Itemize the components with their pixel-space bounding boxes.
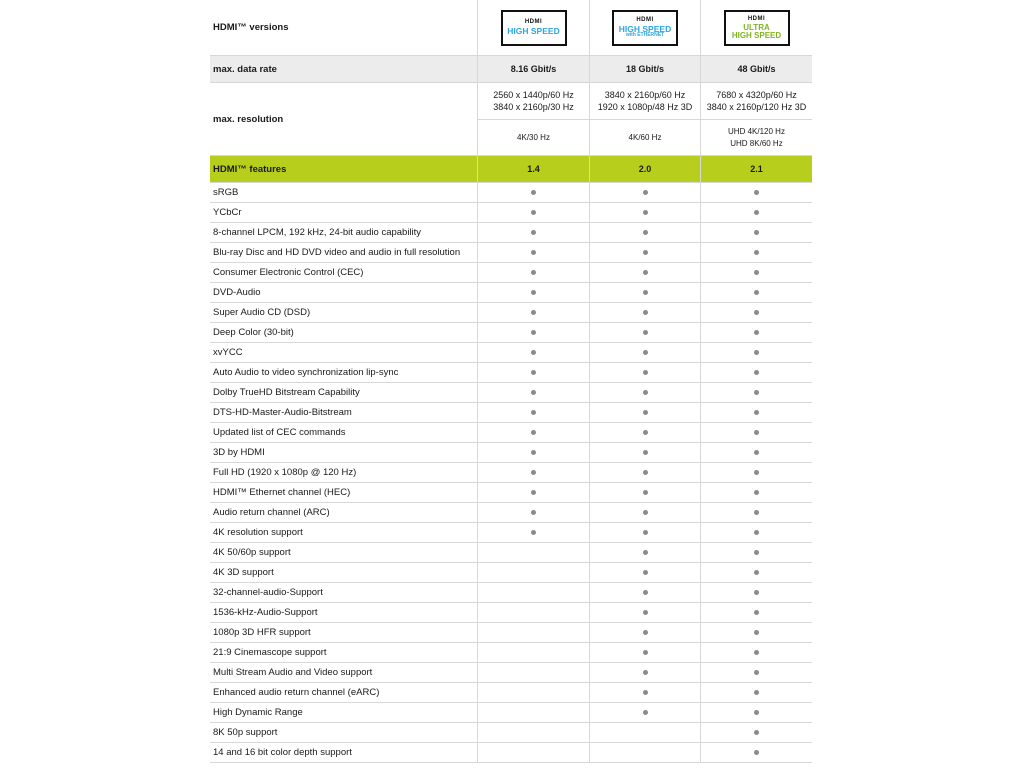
support-dot-icon — [754, 530, 759, 535]
support-dot-icon — [531, 430, 536, 435]
resolution-cell-3 — [700, 83, 812, 155]
support-dot-icon — [754, 510, 759, 515]
feature-row — [210, 423, 812, 443]
logo-cell-2 — [589, 0, 700, 55]
versions-row — [210, 0, 812, 56]
feature-row — [210, 443, 812, 463]
feature-name: YCbCr — [213, 207, 242, 218]
support-dot-icon — [531, 250, 536, 255]
feature-support-cell — [477, 703, 589, 722]
feature-row — [210, 623, 812, 643]
feature-name: Multi Stream Audio and Video support — [213, 667, 373, 678]
support-dot-icon — [754, 330, 759, 335]
feature-support-cell — [589, 603, 700, 622]
support-dot-icon — [754, 610, 759, 615]
feature-support-cell — [477, 423, 589, 442]
hdmi-comparison-table — [210, 0, 812, 763]
feature-support-cell — [589, 383, 700, 402]
feature-support-cell — [477, 483, 589, 502]
feature-support-cell — [477, 403, 589, 422]
feature-support-cell — [477, 723, 589, 742]
data-rate-row — [210, 56, 812, 83]
support-dot-icon — [531, 230, 536, 235]
feature-name: 1536-kHz-Audio-Support — [213, 607, 318, 618]
support-dot-icon — [643, 430, 648, 435]
feature-support-cell — [477, 323, 589, 342]
support-dot-icon — [643, 270, 648, 275]
support-dot-icon — [754, 470, 759, 475]
support-dot-icon — [643, 330, 648, 335]
support-dot-icon — [754, 270, 759, 275]
feature-name: Blu-ray Disc and HD DVD video and audio in full resolution — [213, 247, 461, 258]
feature-support-cell — [477, 663, 589, 682]
feature-row — [210, 543, 812, 563]
feature-row — [210, 223, 812, 243]
data-rate-value: 18 Gbit/s — [589, 56, 700, 82]
feature-name: xvYCC — [213, 347, 243, 358]
support-dot-icon — [531, 310, 536, 315]
feature-support-cell — [477, 643, 589, 662]
feature-name: Updated list of CEC commands — [213, 427, 346, 438]
feature-support-cell — [477, 603, 589, 622]
feature-support-cell — [477, 543, 589, 562]
resolution-value: 3840 x 2160p/30 Hz — [493, 102, 574, 112]
feature-row — [210, 343, 812, 363]
feature-support-cell — [700, 223, 812, 242]
support-dot-icon — [643, 390, 648, 395]
feature-support-cell — [700, 343, 812, 362]
feature-support-cell — [589, 343, 700, 362]
support-dot-icon — [531, 390, 536, 395]
data-rate-value: 8.16 Gbit/s — [477, 56, 589, 82]
feature-support-cell — [700, 483, 812, 502]
support-dot-icon — [531, 350, 536, 355]
hdmi-high-speed-ethernet-logo: HDMI HIGH SPEED with ETHERNET — [612, 10, 678, 46]
feature-support-cell — [700, 623, 812, 642]
feature-support-cell — [700, 723, 812, 742]
support-dot-icon — [531, 290, 536, 295]
feature-support-cell — [700, 423, 812, 442]
feature-support-cell — [700, 183, 812, 202]
support-dot-icon — [643, 590, 648, 595]
support-dot-icon — [531, 530, 536, 535]
feature-support-cell — [589, 263, 700, 282]
feature-support-cell — [477, 263, 589, 282]
feature-support-cell — [477, 203, 589, 222]
support-dot-icon — [754, 590, 759, 595]
feature-row — [210, 323, 812, 343]
feature-support-cell — [700, 743, 812, 762]
support-dot-icon — [643, 490, 648, 495]
support-dot-icon — [754, 410, 759, 415]
feature-row — [210, 383, 812, 403]
resolution-short: 4K/60 Hz — [628, 132, 662, 142]
feature-support-cell — [700, 283, 812, 302]
feature-support-cell — [700, 403, 812, 422]
support-dot-icon — [754, 710, 759, 715]
support-dot-icon — [531, 490, 536, 495]
feature-support-cell — [589, 183, 700, 202]
support-dot-icon — [754, 630, 759, 635]
feature-support-cell — [589, 203, 700, 222]
feature-name: DTS-HD-Master-Audio-Bitstream — [213, 407, 352, 418]
features-header-row — [210, 156, 812, 183]
feature-name: 8-channel LPCM, 192 kHz, 24-bit audio capability — [213, 227, 422, 238]
feature-support-cell — [700, 663, 812, 682]
support-dot-icon — [643, 370, 648, 375]
feature-name: Audio return channel (ARC) — [213, 507, 330, 518]
support-dot-icon — [754, 350, 759, 355]
feature-support-cell — [589, 363, 700, 382]
support-dot-icon — [531, 190, 536, 195]
feature-row — [210, 283, 812, 303]
feature-name: DVD-Audio — [213, 287, 261, 298]
support-dot-icon — [643, 470, 648, 475]
feature-support-cell — [589, 423, 700, 442]
feature-support-cell — [477, 683, 589, 702]
feature-name: 8K 50p support — [213, 727, 278, 738]
resolution-value: 3840 x 2160p/120 Hz 3D — [706, 102, 807, 112]
feature-support-cell — [477, 383, 589, 402]
feature-support-cell — [477, 523, 589, 542]
feature-support-cell — [477, 623, 589, 642]
support-dot-icon — [531, 270, 536, 275]
versions-label: HDMI™ versions — [213, 22, 289, 33]
support-dot-icon — [754, 750, 759, 755]
feature-name: HDMI™ Ethernet channel (HEC) — [213, 487, 351, 498]
feature-name: 21:9 Cinemascope support — [213, 647, 327, 658]
feature-name: 4K 50/60p support — [213, 547, 291, 558]
support-dot-icon — [643, 670, 648, 675]
feature-row — [210, 743, 812, 763]
feature-support-cell — [589, 703, 700, 722]
feature-support-cell — [700, 543, 812, 562]
feature-name: Consumer Electronic Control (CEC) — [213, 267, 364, 278]
resolution-label: max. resolution — [213, 113, 284, 125]
resolution-cell-1 — [477, 83, 589, 155]
feature-name: 3D by HDMI — [213, 447, 265, 458]
feature-name: Enhanced audio return channel (eARC) — [213, 687, 380, 698]
feature-row — [210, 183, 812, 203]
feature-support-cell — [477, 283, 589, 302]
support-dot-icon — [754, 430, 759, 435]
feature-support-cell — [700, 243, 812, 262]
version-number: 1.4 — [477, 156, 589, 182]
feature-name: Auto Audio to video synchronization lip-sync — [213, 367, 399, 378]
support-dot-icon — [531, 370, 536, 375]
feature-support-cell — [589, 323, 700, 342]
support-dot-icon — [754, 390, 759, 395]
feature-row — [210, 643, 812, 663]
feature-support-cell — [700, 703, 812, 722]
feature-support-cell — [589, 583, 700, 602]
feature-support-cell — [700, 263, 812, 282]
feature-support-cell — [589, 743, 700, 762]
hdmi-high-speed-logo: HDMI HIGH SPEED — [501, 10, 567, 46]
support-dot-icon — [754, 490, 759, 495]
support-dot-icon — [643, 210, 648, 215]
feature-support-cell — [700, 503, 812, 522]
feature-support-cell — [477, 563, 589, 582]
feature-support-cell — [589, 523, 700, 542]
support-dot-icon — [643, 630, 648, 635]
feature-name: 32-channel-audio-Support — [213, 587, 323, 598]
support-dot-icon — [531, 410, 536, 415]
support-dot-icon — [754, 250, 759, 255]
version-number: 2.1 — [700, 156, 812, 182]
feature-support-cell — [700, 523, 812, 542]
support-dot-icon — [754, 670, 759, 675]
resolution-row — [210, 83, 812, 156]
resolution-cell-2 — [589, 83, 700, 155]
resolution-short: UHD 4K/120 Hz — [728, 126, 785, 136]
feature-support-cell — [477, 223, 589, 242]
feature-support-cell — [477, 443, 589, 462]
feature-support-cell — [477, 743, 589, 762]
features-header-label: HDMI™ features — [213, 163, 287, 175]
feature-row — [210, 523, 812, 543]
resolution-value: 7680 x 4320p/60 Hz — [716, 90, 797, 100]
support-dot-icon — [754, 310, 759, 315]
feature-support-cell — [589, 543, 700, 562]
support-dot-icon — [754, 650, 759, 655]
data-rate-value: 48 Gbit/s — [700, 56, 812, 82]
data-rate-label: max. data rate — [213, 63, 277, 75]
feature-row — [210, 583, 812, 603]
feature-support-cell — [589, 443, 700, 462]
support-dot-icon — [643, 350, 648, 355]
resolution-short: UHD 8K/60 Hz — [730, 138, 783, 148]
feature-support-cell — [589, 723, 700, 742]
feature-support-cell — [477, 243, 589, 262]
support-dot-icon — [643, 250, 648, 255]
support-dot-icon — [531, 210, 536, 215]
feature-support-cell — [700, 583, 812, 602]
support-dot-icon — [754, 210, 759, 215]
feature-support-cell — [700, 563, 812, 582]
feature-support-cell — [477, 503, 589, 522]
feature-support-cell — [700, 383, 812, 402]
support-dot-icon — [643, 710, 648, 715]
feature-support-cell — [589, 643, 700, 662]
support-dot-icon — [643, 190, 648, 195]
support-dot-icon — [643, 570, 648, 575]
feature-name: 4K resolution support — [213, 527, 303, 538]
support-dot-icon — [754, 550, 759, 555]
support-dot-icon — [754, 190, 759, 195]
support-dot-icon — [531, 470, 536, 475]
support-dot-icon — [643, 650, 648, 655]
feature-support-cell — [700, 643, 812, 662]
support-dot-icon — [643, 450, 648, 455]
feature-row — [210, 363, 812, 383]
support-dot-icon — [643, 230, 648, 235]
resolution-value: 2560 x 1440p/60 Hz — [493, 90, 574, 100]
feature-name: Full HD (1920 x 1080p @ 120 Hz) — [213, 467, 357, 478]
feature-name: High Dynamic Range — [213, 707, 303, 718]
support-dot-icon — [754, 290, 759, 295]
feature-name: sRGB — [213, 187, 239, 198]
logo-cell-1 — [477, 0, 589, 55]
feature-row — [210, 403, 812, 423]
feature-name: Deep Color (30-bit) — [213, 327, 294, 338]
support-dot-icon — [754, 230, 759, 235]
feature-name: 4K 3D support — [213, 567, 274, 578]
feature-support-cell — [589, 403, 700, 422]
feature-support-cell — [700, 203, 812, 222]
feature-support-cell — [700, 363, 812, 382]
support-dot-icon — [643, 530, 648, 535]
support-dot-icon — [643, 290, 648, 295]
support-dot-icon — [754, 370, 759, 375]
support-dot-icon — [643, 550, 648, 555]
resolution-value: 3840 x 2160p/60 Hz — [604, 90, 686, 100]
feature-support-cell — [589, 563, 700, 582]
feature-row — [210, 683, 812, 703]
support-dot-icon — [754, 450, 759, 455]
feature-support-cell — [477, 363, 589, 382]
feature-name: 14 and 16 bit color depth support — [213, 747, 352, 758]
feature-row — [210, 723, 812, 743]
feature-support-cell — [477, 583, 589, 602]
resolution-value: 1920 x 1080p/48 Hz 3D — [597, 102, 693, 112]
feature-row — [210, 483, 812, 503]
feature-support-cell — [589, 503, 700, 522]
feature-support-cell — [589, 683, 700, 702]
support-dot-icon — [643, 610, 648, 615]
support-dot-icon — [643, 690, 648, 695]
feature-support-cell — [700, 323, 812, 342]
feature-row — [210, 603, 812, 623]
feature-support-cell — [700, 683, 812, 702]
support-dot-icon — [643, 510, 648, 515]
logo-cell-3 — [700, 0, 812, 55]
support-dot-icon — [643, 310, 648, 315]
feature-support-cell — [589, 663, 700, 682]
feature-support-cell — [589, 243, 700, 262]
feature-row — [210, 663, 812, 683]
feature-support-cell — [589, 463, 700, 482]
feature-support-cell — [700, 603, 812, 622]
feature-row — [210, 303, 812, 323]
support-dot-icon — [643, 410, 648, 415]
feature-row — [210, 563, 812, 583]
feature-support-cell — [477, 303, 589, 322]
hdmi-ultra-high-speed-logo: HDMI ULTRA HIGH SPEED — [724, 10, 790, 46]
feature-row — [210, 203, 812, 223]
feature-name: Dolby TrueHD Bitstream Capability — [213, 387, 360, 398]
feature-support-cell — [477, 343, 589, 362]
support-dot-icon — [754, 570, 759, 575]
feature-support-cell — [477, 463, 589, 482]
feature-support-cell — [700, 443, 812, 462]
feature-row — [210, 463, 812, 483]
feature-row — [210, 503, 812, 523]
support-dot-icon — [754, 730, 759, 735]
feature-support-cell — [700, 463, 812, 482]
feature-support-cell — [589, 223, 700, 242]
feature-support-cell — [589, 303, 700, 322]
feature-support-cell — [589, 623, 700, 642]
resolution-short: 4K/30 Hz — [517, 132, 550, 142]
feature-row — [210, 243, 812, 263]
feature-support-cell — [589, 283, 700, 302]
feature-name: Super Audio CD (DSD) — [213, 307, 311, 318]
feature-row — [210, 703, 812, 723]
feature-row — [210, 263, 812, 283]
feature-name: 1080p 3D HFR support — [213, 627, 311, 638]
feature-support-cell — [477, 183, 589, 202]
support-dot-icon — [531, 510, 536, 515]
support-dot-icon — [754, 690, 759, 695]
version-number: 2.0 — [589, 156, 700, 182]
feature-support-cell — [700, 303, 812, 322]
features-list — [210, 183, 812, 763]
feature-support-cell — [589, 483, 700, 502]
support-dot-icon — [531, 450, 536, 455]
support-dot-icon — [531, 330, 536, 335]
